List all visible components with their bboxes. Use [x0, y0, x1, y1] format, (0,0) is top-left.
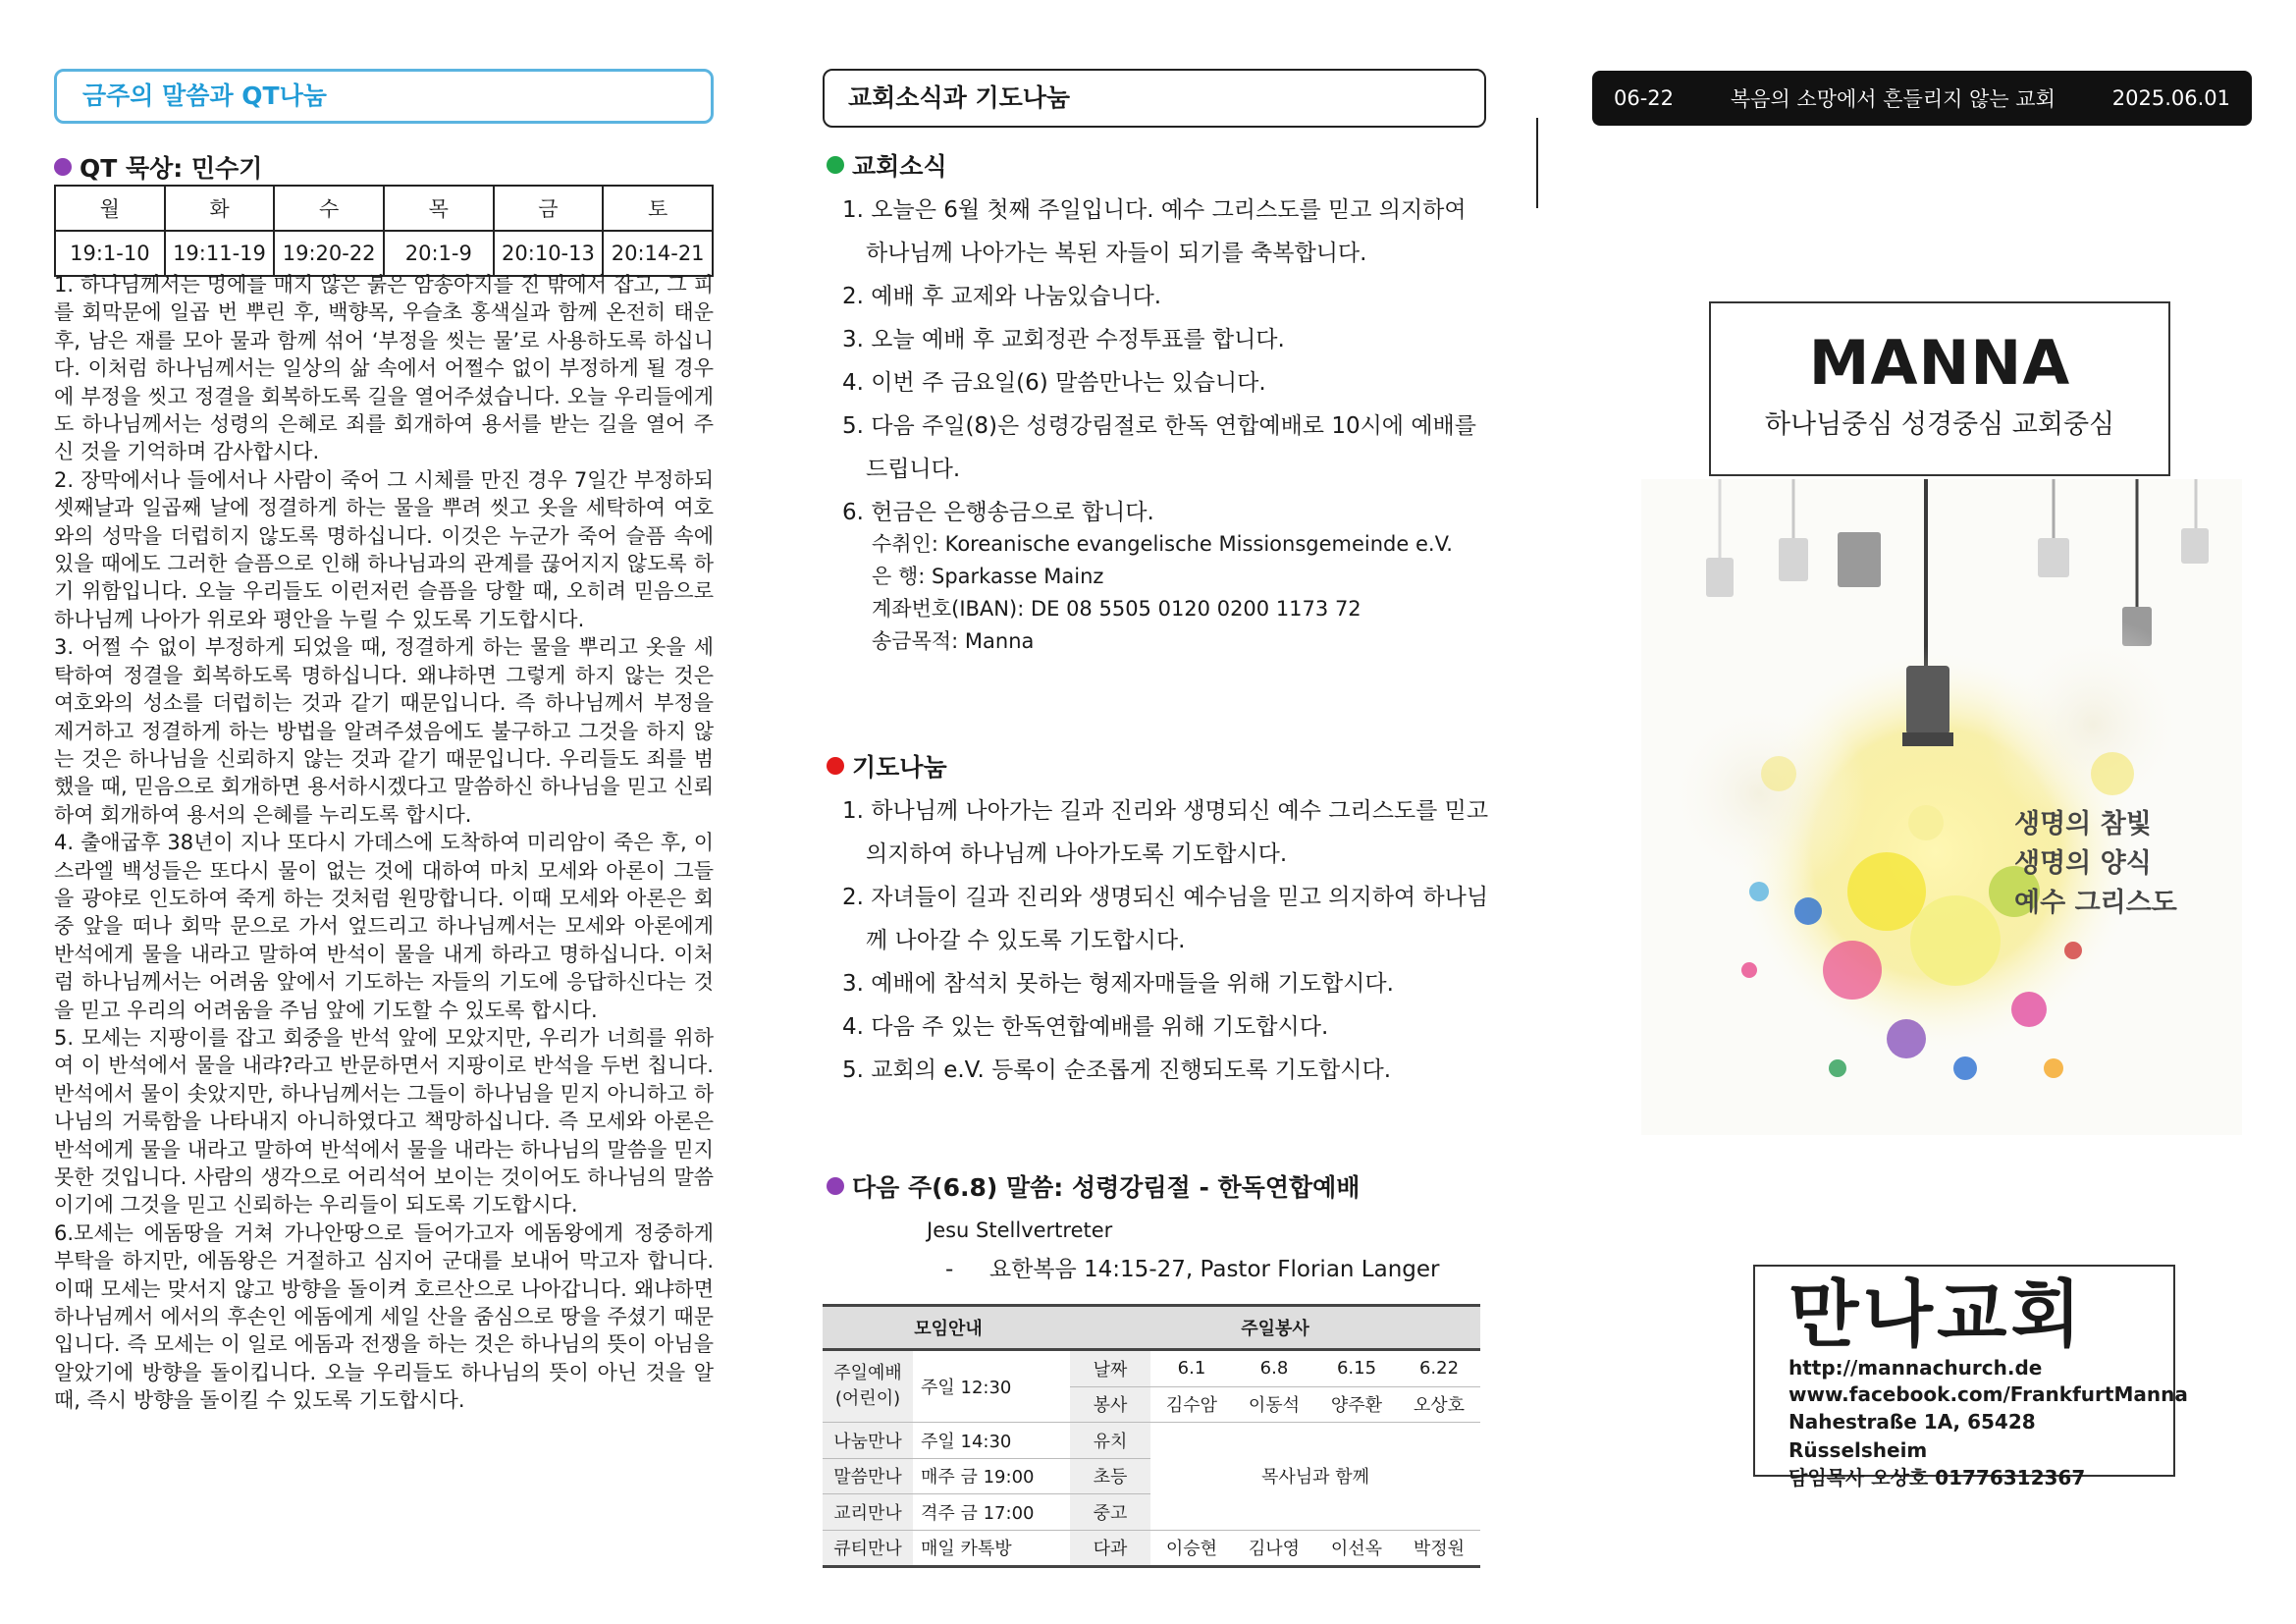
fold-divider [1536, 118, 1538, 208]
next-sermon-heading [827, 1168, 1360, 1204]
service-group-value: 목사님과 함께 [1150, 1423, 1480, 1531]
service-date: 6.15 [1315, 1350, 1398, 1387]
service-bongsa-name: 양주환 [1315, 1386, 1398, 1423]
qt-ref: 19:11-19 [165, 231, 275, 276]
qt-ref: 19:20-22 [274, 231, 384, 276]
qt-day: 수 [274, 186, 384, 231]
prayer-heading-text: 기도나눔 [852, 753, 947, 782]
church-pastor: 담임목사 오상호 01776312367 [1789, 1466, 2086, 1489]
prayer-item: 3. 예배에 참석치 못하는 형제자매들을 위해 기도합시다. [842, 971, 1394, 997]
service-table-header: 주일봉사 [1070, 1306, 1480, 1350]
prayer-item: 5. 교회의 e.V. 등록이 순조롭게 진행되도록 기도합시다. [842, 1057, 1392, 1083]
lightbulb-caption [2014, 805, 2177, 923]
service-date: 6.8 [1233, 1350, 1315, 1387]
qt-section-title: 금주의 말씀과 QT나눔 [54, 69, 714, 124]
news-heading-text: 교회소식 [852, 152, 947, 181]
next-sermon-title: Jesu Stellvertreter [927, 1218, 1113, 1242]
meeting-time: 매일 카톡방 [913, 1530, 1074, 1567]
qt-refs-row [55, 231, 713, 276]
service-bongsa-name: 김수암 [1150, 1386, 1233, 1423]
issue-number: 06-22 [1614, 86, 1675, 110]
meeting-time: 매주 금 19:00 [913, 1458, 1074, 1494]
meeting-time: 주일 12:30 [913, 1350, 1074, 1423]
next-sermon-heading-text: 다음 주(6.8) 말씀: 성령강림절 - 한독연합예배 [852, 1173, 1361, 1202]
caption-line: 생명의 양식 [2014, 848, 2152, 879]
service-date: 6.22 [1398, 1350, 1480, 1387]
service-dagwa-name: 이승현 [1150, 1530, 1233, 1567]
news-heading [827, 147, 947, 183]
meeting-table-header: 모임안내 [823, 1306, 1074, 1350]
qt-meditation-text [54, 271, 714, 1415]
bulletin-header-bar [1592, 71, 2252, 126]
qt-ref: 20:10-13 [494, 231, 604, 276]
service-dagwa-name: 이선옥 [1315, 1530, 1398, 1567]
prayer-item: 1. 하나님께 나아가는 길과 진리와 생명되신 예수 그리스도를 믿고 의지하여 하나님께 나아가도록 기도합시다. [842, 798, 1489, 867]
church-address: Nahestraße 1A, 65428 Rüsselsheim [1789, 1410, 2036, 1462]
news-item: 2. 예배 후 교제와 나눔있습니다. [842, 284, 1162, 309]
meeting-table [823, 1304, 1074, 1568]
service-group-label: 초등 [1070, 1458, 1150, 1494]
qt-heading-text: QT 묵상: 민수기 [80, 154, 263, 183]
caption-line: 생명의 참빛 [2014, 809, 2152, 839]
bank-line: 수취인: Koreanische evangelische Missionsgemeinde e.V. [872, 532, 1453, 556]
meeting-name: 말씀만나 [823, 1458, 913, 1494]
prayer-item: 4. 다음 주 있는 한독연합예배를 위해 기도합시다. [842, 1014, 1329, 1040]
meeting-name: 나눔만나 [823, 1423, 913, 1459]
qt-paragraph: 5. 모세는 지팡이를 잡고 회중을 반석 앞에 모았지만, 우리가 너희를 위하여 이 반석에서 물을 내랴?라고 반문하면서 지팡이로 반석을 두번 칩니다. 반석에서 물이 솟았지만, 하나님께서는 그들이 하나님을 믿지 아니하고 하나님의 거룩함을 나타내지 아니하였다고 책망하십니다. 즉 모세와 아론은 반석에게 물을 내라고 말하여 반석에서 물을 내라는 하나님의 말씀을 믿지 못한 것입니다. 사람의 생각으로 어리석어 보이는 것이어도 하나님의 말씀이기에 그것을 믿고 신뢰하는 우리들이 되도록 기도합시다. [54, 1025, 714, 1218]
qt-day: 목 [384, 186, 494, 231]
qt-heading [54, 149, 262, 185]
qt-day: 월 [55, 186, 165, 231]
prayer-heading [827, 748, 947, 784]
next-sermon-passage: - 요한복음 14:15-27, Pastor Florian Langer [945, 1257, 1440, 1282]
church-info-box [1753, 1265, 2188, 1489]
church-name: 만나교회 [1789, 1272, 2085, 1357]
news-item: 3. 오늘 예배 후 교회정관 수정투표를 합니다. [842, 327, 1285, 352]
news-list [823, 189, 1490, 534]
meeting-name: 주일예배 (어린이) [823, 1350, 913, 1423]
service-table [1070, 1304, 1480, 1568]
service-group-label: 중고 [1070, 1494, 1150, 1531]
news-column [823, 69, 1490, 1600]
prayer-item: 2. 자녀들이 길과 진리와 생명되신 예수님을 믿고 의지하여 하나님께 나아갈 수 있도록 기도합시다. [842, 885, 1489, 953]
service-group-label: 유치 [1070, 1423, 1150, 1459]
qt-days-row [55, 186, 713, 231]
news-item: 4. 이번 주 금요일(6) 말씀만나는 있습니다. [842, 370, 1266, 396]
manna-title-box [1709, 301, 2170, 476]
qt-paragraph: 6.모세는 에돔땅을 거쳐 가나안땅으로 들어가고자 에돔왕에게 정중하게 부탁을 하지만, 에돔왕은 거절하고 심지어 군대를 보내어 막고자 합니다. 이때 모세는 맞서지 않고 방향을 돌이켜 호르산으로 나아갑니다. 왜냐하면 하나님께서 에서의 후손인 에돔에게 세일 산을 줌심으로 땅을 주셨기 때문입니다. 즉 모세는 이 일로 에돔과 전쟁을 하는 것은 하나님의 뜻이 아님을 알았기에 방향을 돌이킵니다. 오늘 우리들도 하나님의 뜻이 아닌 것을 알 때, 즉시 방향을 돌이킬 수 있도록 기도합시다. [54, 1220, 714, 1413]
service-bongsa-name: 오상호 [1398, 1386, 1480, 1423]
qt-day: 토 [603, 186, 713, 231]
news-section-title: 교회소식과 기도나눔 [823, 69, 1486, 128]
qt-paragraph: 4. 출애굽후 38년이 지나 또다시 가데스에 도착하여 미리암이 죽은 후, 이스라엘 백성들은 또다시 물이 없는 것에 대하여 마치 모세와 아론이 그들을 광야로 인도하여 죽게 하는 것처럼 원망합니다. 이때 모세와 아론은 회중 앞을 떠나 회막 문으로 가서 엎드리고 하나님께서는 모세와 아론에게 반석에게 물을 내라고 말하여 반석이 물을 내게 하라고 명하십니다. 이처럼 하나님께서는 어려움 앞에서 기도하는 자들의 기도에 응답하신다는 것을 믿고 우리의 어려움을 주님 앞에 기도할 수 있도록 합시다. [54, 831, 714, 1022]
meeting-time: 주일 14:30 [913, 1423, 1074, 1459]
service-date: 6.1 [1150, 1350, 1233, 1387]
purple-bullet-icon [827, 1177, 844, 1195]
church-motto: 복음의 소망에서 흔들리지 않는 교회 [1730, 87, 2056, 111]
manna-title: MANNA [1808, 327, 2071, 399]
caption-line: 예수 그리스도 [2014, 888, 2177, 918]
service-bongsa-label: 봉사 [1070, 1386, 1150, 1423]
prayer-list [823, 789, 1490, 1092]
meeting-time: 격주 금 17:00 [913, 1494, 1074, 1531]
news-item: 1. 오늘은 6월 첫째 주일입니다. 예수 그리스도를 믿고 의지하여 하나님께 나아가는 복된 자들이 되기를 축복합니다. [842, 197, 1467, 266]
news-item: 5. 다음 주일(8)은 성령강림절로 한독 연합예배로 10시에 예배를 드립니다. [842, 413, 1476, 482]
church-facebook: www.facebook.com/FrankfurtManna [1789, 1382, 2188, 1406]
green-bullet-icon [827, 156, 844, 174]
service-bongsa-name: 이동석 [1233, 1386, 1315, 1423]
qt-day: 화 [165, 186, 275, 231]
qt-schedule-table [54, 185, 714, 277]
purple-bullet-icon [54, 158, 72, 176]
bank-line: 은 행: Sparkasse Mainz [872, 565, 1104, 588]
qt-ref: 19:1-10 [55, 231, 165, 276]
qt-paragraph: 2. 장막에서나 들에서나 사람이 죽어 그 시체를 만진 경우 7일간 부정하되 셋째날과 일곱째 날에 정결하게 하는 물을 뿌려 씻고 옷을 세탁하여 여호와의 성막을 더럽히지 않도록 명하십니다. 이것은 누군가 죽어 슬픔 속에 있을 때에도 그러한 슬픔으로 인해 하나님과의 관계를 끊어지지 않도록 하기 위함입니다. 오늘 우리들도 이런저런 슬픔을 당할 때, 오히려 믿음으로 하나님께 나아가 위로와 평안을 누릴 수 있도록 기도합시다. [54, 467, 714, 631]
service-dagwa-name: 김나영 [1233, 1530, 1315, 1567]
manna-subtitle: 하나님중심 성경중심 교회중심 [1764, 409, 2115, 440]
church-website: http://mannachurch.de [1789, 1356, 2043, 1380]
qt-day: 금 [494, 186, 604, 231]
qt-column [54, 69, 720, 1600]
service-dagwa-label: 다과 [1070, 1530, 1150, 1567]
meeting-name: 큐티만나 [823, 1530, 913, 1567]
qt-ref: 20:1-9 [384, 231, 494, 276]
meeting-name: 교리만나 [823, 1494, 913, 1531]
bulletin-date: 2025.06.01 [2111, 86, 2230, 110]
qt-paragraph: 1. 하나님께서는 멍에를 매지 않은 붉은 암송아지를 진 밖에서 잡고, 그 피를 회막문에 일곱 번 뿌린 후, 백향목, 우슬초 홍색실과 함께 온전히 태운 후, 남은 재를 모아 물과 함께 섞어 ‘부정을 씻는 물’로 사용하도록 하십니다. 이처럼 하나님께서는 일상의 삶 속에서 어쩔수 없이 부정하게 될 경우에 부정을 씻고 정결을 회복하도록 길을 열어주셨습니다. 오늘 우리들에게도 하나님께서는 성령의 은혜로 죄를 회개하여 용서를 받는 길을 열어 주신 것을 기억하며 감사합시다. [54, 273, 714, 464]
bank-line: 송금목적: Manna [872, 629, 1035, 653]
service-dagwa-name: 박정원 [1398, 1530, 1480, 1567]
qt-paragraph: 3. 어쩔 수 없이 부정하게 되었을 때, 정결하게 하는 물을 뿌리고 옷을 세탁하여 정결을 회복하도록 명하십니다. 왜냐하면 그렇게 하지 않는 것은 여호와의 성소를 더럽히는 것과 같기 때문입니다. 즉 하나님께서 부정을 제거하고 정결하게 하는 방법을 알려주셨음에도 불구하고 그것을 하지 않는 것은 하나님을 신뢰하지 않는 것과 같기 때문입니다. 우리들도 죄를 범했을 때, 믿음으로 회개하면 용서하시겠다고 말씀하신 하나님을 믿고 신뢰하여 회개하여 용서의 은혜를 누리도록 합시다. [54, 635, 714, 827]
red-bullet-icon [827, 757, 844, 775]
qt-ref: 20:14-21 [603, 231, 713, 276]
news-item: 6. 헌금은 은행송금으로 합니다. [842, 500, 1154, 525]
service-date-label: 날짜 [1070, 1350, 1150, 1387]
bank-line: 계좌번호(IBAN): DE 08 5505 0120 0200 1173 72 [872, 597, 1362, 621]
bank-details [872, 528, 1453, 658]
